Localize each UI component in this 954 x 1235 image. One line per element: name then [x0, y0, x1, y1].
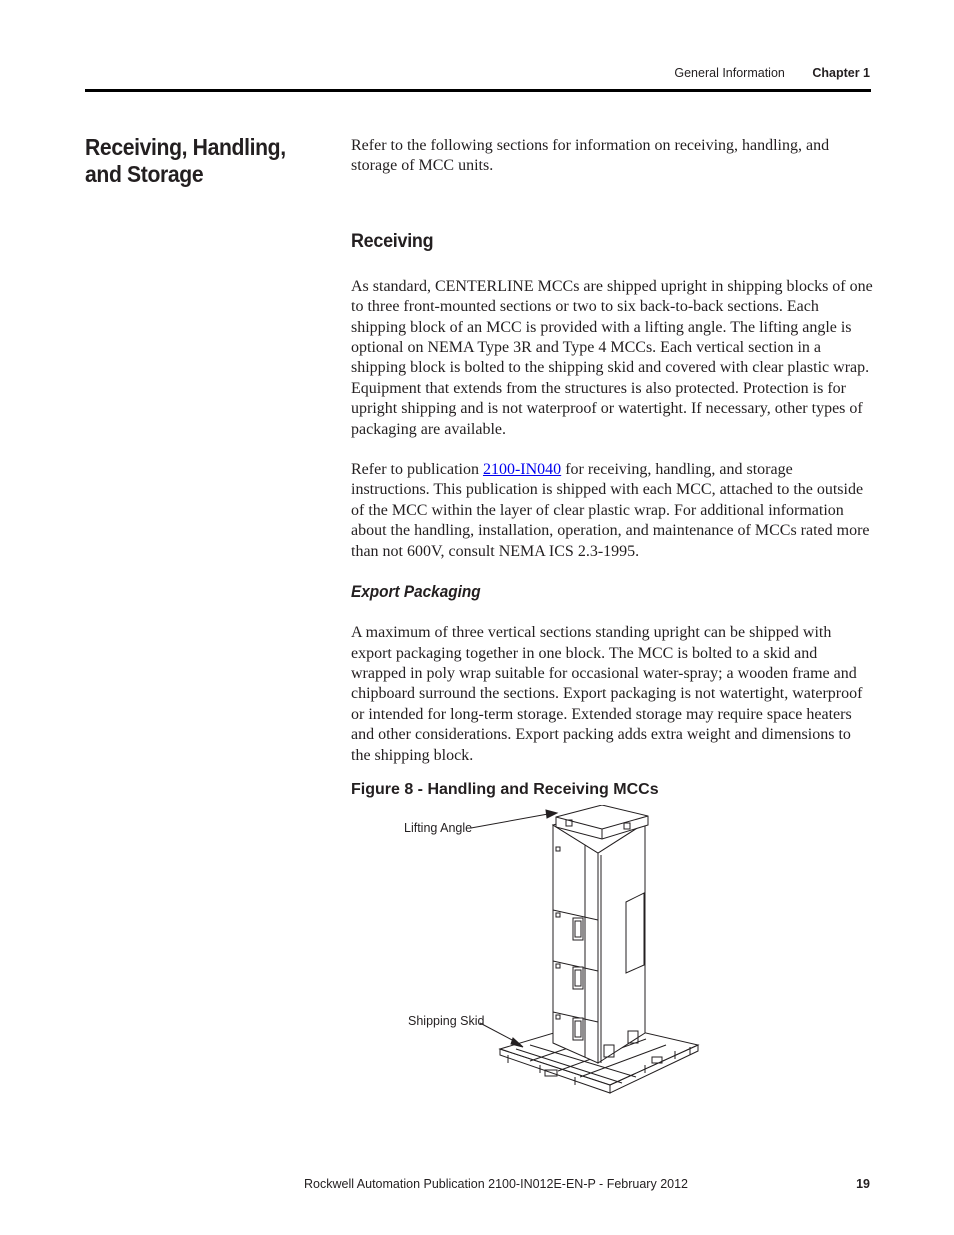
mcc-figure	[390, 805, 710, 1105]
para2-after: for receiving, handling, and storage instructions. This publication is shipped with each MCC, attached to the outside of the MCC within the layer of clear plastic wrap. For additional information about the handling, installation, operation, and maintenance of MCCs rated more than not 600V, consult NEMA ICS 2.3-1995.	[351, 461, 870, 560]
para2-before: Refer to publication	[351, 461, 483, 479]
header-chapter: Chapter 1	[812, 66, 870, 80]
export-heading: Export Packaging	[351, 583, 481, 602]
skid-arrow-line	[480, 1023, 516, 1042]
export-paragraph: A maximum of three vertical sections standing upright can be shipped with export packaging together in one block. The MCC is bolted to a skid and wrapped in poly wrap suitable for occasional water-spray; a wooden frame and chipboard surround the sections. Export packaging is not watertight, waterproof or intended for long-term storage. Extended storage may require space heaters and other considerations. Export packing adds extra weight and dimensions to the shipping block.	[351, 624, 863, 764]
figure-caption: Figure 8 - Handling and Receiving MCCs	[351, 780, 659, 798]
footer-publication: Rockwell Automation Publication 2100-IN012E-EN-P - February 2012	[304, 1177, 688, 1191]
section-title: Receiving, Handling, and Storage	[85, 134, 286, 187]
receiving-paragraph-1: As standard, CENTERLINE MCCs are shipped upright in shipping blocks of one to three front-mounted sections or two to six back-to-back sections. Each shipping block of an MCC is provided with a lifting angle. The lifting angle is optional on NEMA Type 3R and Type 4 MCCs. Each vertical section in a shipping block is bolted to the shipping skid and covered with clear plastic wrap. Equipment that extends from the structures is also protected. Protection is for upright shipping and is not waterproof or watertight. If necessary, other types of packaging are available.	[351, 277, 873, 438]
header-rule	[85, 89, 871, 92]
lifting-angle-label: Lifting Angle	[404, 821, 473, 835]
main-content	[351, 136, 873, 800]
intro-paragraph: Refer to the following sections for information on receiving, handling, and storage of MCC units.	[351, 137, 830, 175]
receiving-heading: Receiving	[351, 229, 434, 252]
shipping-skid-label: Shipping Skid	[408, 1014, 485, 1028]
receiving-paragraph-2	[351, 460, 873, 562]
mcc-illustration	[390, 805, 710, 1105]
publication-link[interactable]: 2100-IN040	[482, 461, 562, 479]
lifting-arrow-head	[546, 810, 557, 818]
page-header	[674, 66, 870, 80]
page-number: 19	[856, 1177, 870, 1191]
header-section: General Information	[674, 66, 785, 80]
mcc-cabinet	[553, 805, 648, 1063]
lifting-arrow-line	[471, 814, 548, 828]
